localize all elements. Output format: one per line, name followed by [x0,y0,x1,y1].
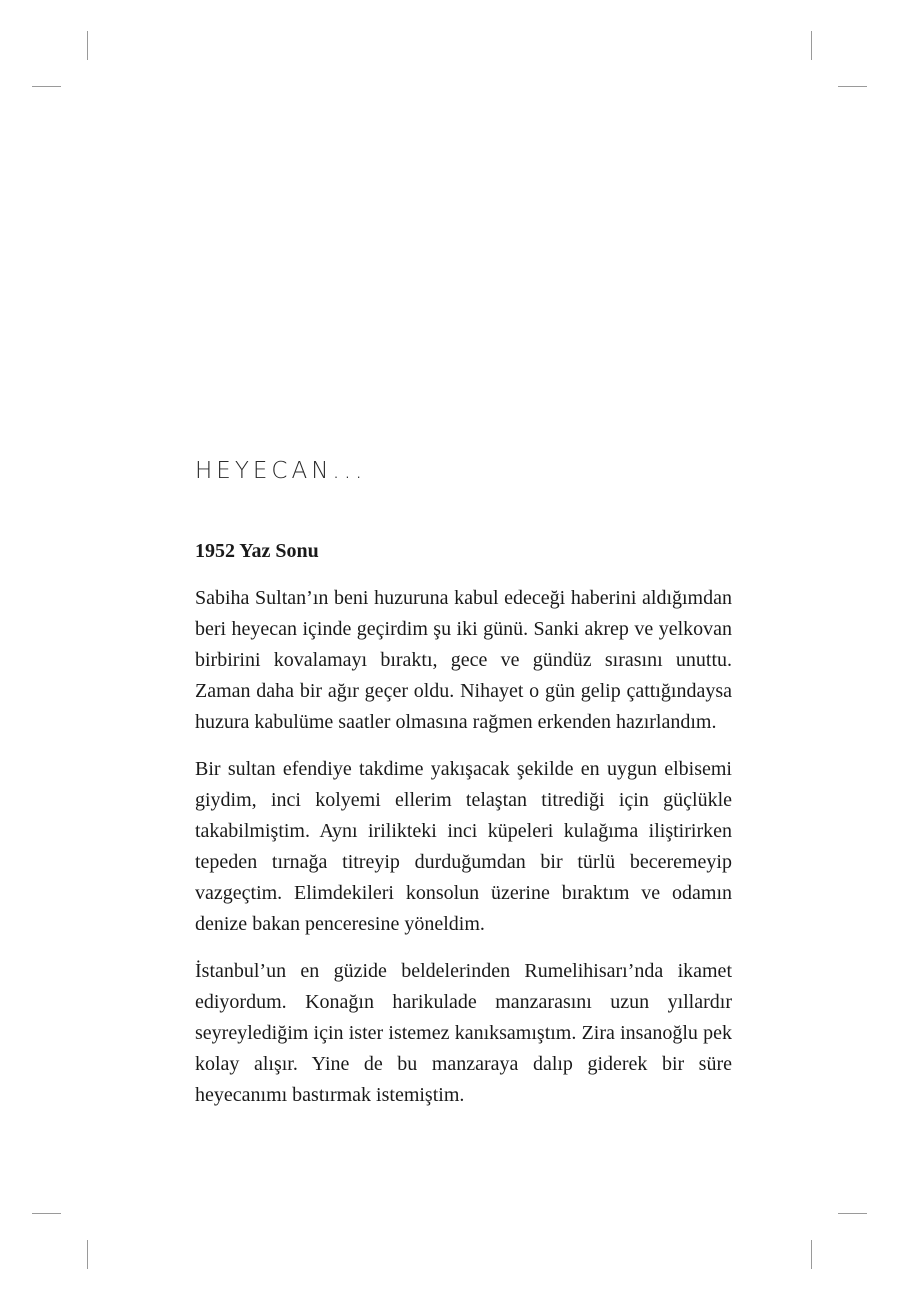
crop-mark-top-left-vertical [87,31,88,60]
chapter-title: HEYECAN... [195,458,367,484]
crop-mark-bottom-right-horizontal [838,1213,867,1214]
paragraph: Bir sultan efendiye takdime yakışacak şekilde en uygun elbisemi giydim, inci kolyemi ellerim telaştan titrediği için güçlükle takabilmiştim. Aynı irilikteki inci küpeleri kulağıma iliştirirken tepeden tırnağa titreyip durduğumdan bir türlü beceremeyip vazgeçtim. Elimdekileri konsolun üzerine bıraktım ve odamın denize bakan penceresine yöneldim. [195,758,732,935]
crop-mark-top-right-vertical [811,31,812,60]
chapter-body [195,455,732,1127]
paragraph: İstanbul’un en güzide beldelerinden Rumelihisarı’nda ikamet ediyordum. Konağın harikulade manzarasını uzun yıllardır seyreylediğim için ister istemez kanıksamıştım. Zira insanoğlu pek kolay alışır. Yine de bu manzaraya dalıp giderek bir süre heyecanımı bastırmak istemiştim. [195,960,732,1106]
paragraph: Sabiha Sultan’ın beni huzuruna kabul edeceği haberini aldığımdan beri heyecan içinde geçirdim şu iki günü. Sanki akrep ve yelkovan birbirini kovalamayı bıraktı, gece ve gündüz sırasını unuttu. Zaman daha bir ağır geçer oldu. Nihayet o gün gelip çattığındaysa huzura kabulüme saatler olmasına rağmen erkenden hazırlandım. [195,587,732,733]
crop-mark-bottom-left-vertical [87,1240,88,1269]
crop-mark-bottom-right-vertical [811,1240,812,1269]
crop-mark-bottom-left-horizontal [32,1213,61,1214]
chapter-subtitle: 1952 Yaz Sonu [195,540,319,562]
crop-mark-top-left-horizontal [32,86,61,87]
crop-mark-top-right-horizontal [838,86,867,87]
